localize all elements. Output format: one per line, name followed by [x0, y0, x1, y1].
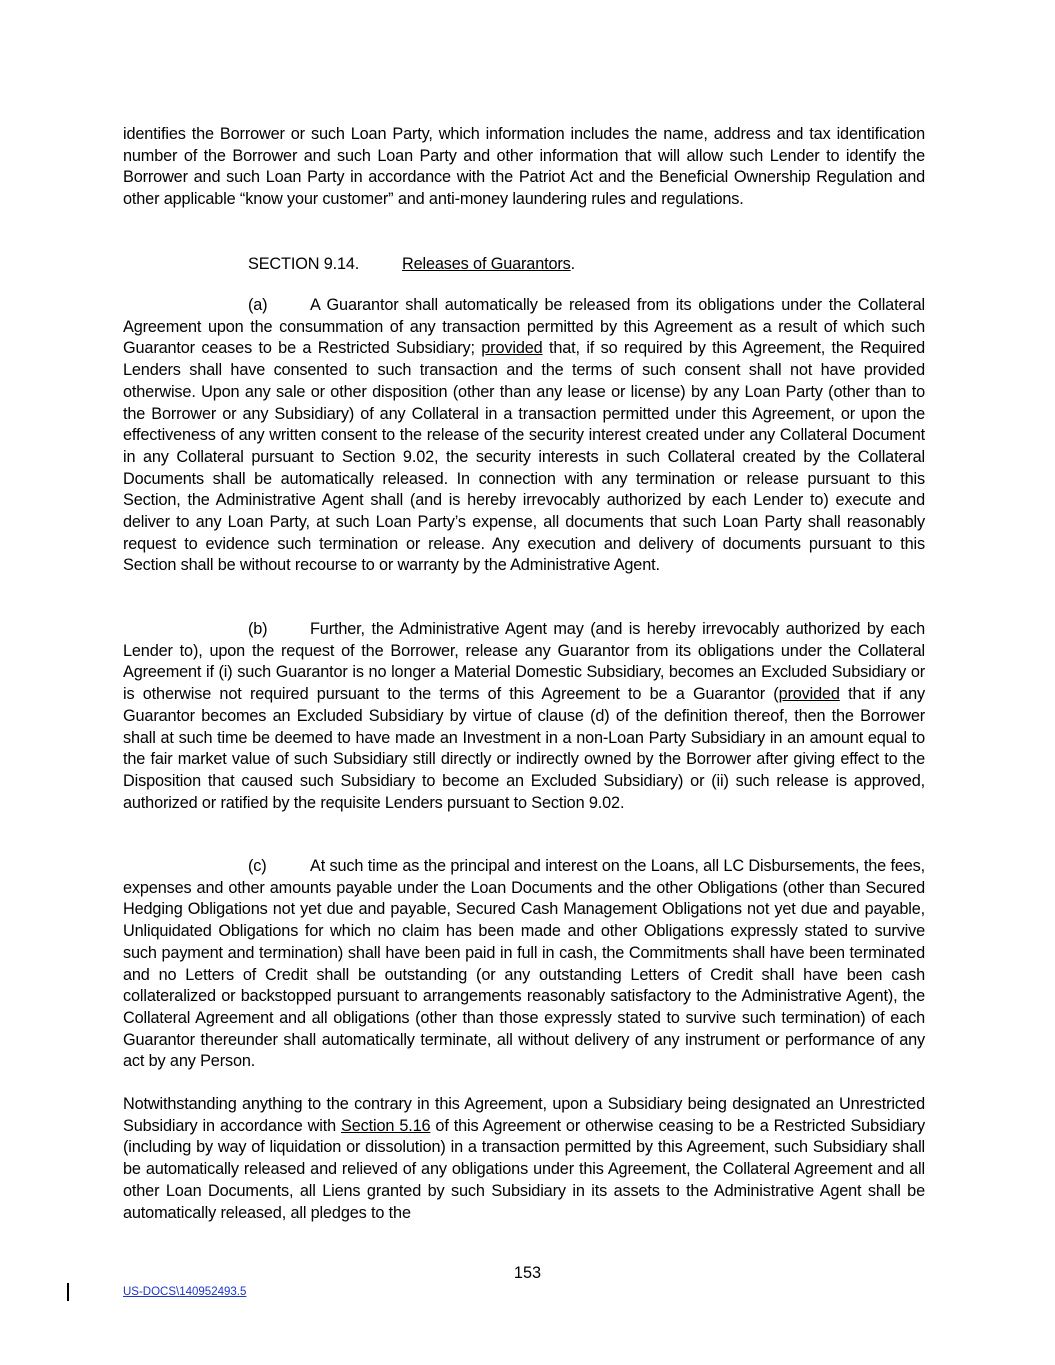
provided-term-b: provided [778, 685, 840, 704]
section-reference-link: Section 5.16 [341, 1116, 431, 1135]
paragraph-b-text-1: Further, the Administrative Agent may (and is hereby irrevocably authorized by each Lender to), upon the request of the Borrower, release any Guarantor from its obligations under the Collateral Agreement if (i) such Guarantor is no longer a Material Domestic Subsidiary, becomes an Excluded Subsidiary or is otherwise not required pursuant to the terms of this Agreement to be a Guarantor ( [123, 620, 925, 704]
paragraph-b-text-2: that if any Guarantor becomes an Excluded Subsidiary by virtue of clause (d) of the definition thereof, then the Borrower shall at such time be deemed to have made an Investment in a non-Loan Party Subsidiary in an amount equal to the fair market value of such Subsidiary still directly or indirectly owned by the Borrower after giving effect to the Disposition that caused such Subsidiary to become an Excluded Subsidiary) or (ii) such release is approved, authorized or ratified by the requisite Lenders pursuant to Section 9.02. [123, 685, 925, 812]
paragraph-a [123, 295, 925, 577]
paragraph-text: identifies the Borrower or such Loan Party, which information includes the name, address and tax identification number of the Borrower and such Loan Party and other information that will allow such Lender to identify the Borrower and such Loan Party in accordance with the Patriot Act and the Beneficial Ownership Regulation and other applicable “know your customer” and anti-money laundering rules and regulations. [123, 125, 925, 209]
paragraph-a-text-1: A Guarantor shall automatically be released from its obligations under the Collateral Agreement upon the consummation of any transaction permitted by this Agreement as a result of which such Guarantor ceases to be a Restricted Subsidiary; [123, 296, 925, 358]
clause-label-c: (c) [248, 857, 267, 875]
paragraph-d-text-1: Notwithstanding anything to the contrary in this Agreement, upon a Subsidiary being designated an Unrestricted Subsidiary in accordance with [123, 1095, 925, 1135]
clause-label-a: (a) [248, 296, 268, 314]
section-heading [248, 254, 575, 276]
page-number: 153 [513, 1264, 542, 1282]
document-id-link[interactable]: US-DOCS\140952493.5 [123, 1286, 247, 1298]
paragraph-c-text: At such time as the principal and interest on the Loans, all LC Disbursements, the fees, expenses and other amounts payable under the Loan Documents and the other Obligations (other than Secured Hedging Obligations not yet due and payable, Secured Cash Management Obligations not yet due and payable, Unliquidated Obligations for which no claim has been made and other Obligations expressly stated to survive such payment and termination) shall have been paid in full in cash, the Commitments shall have been terminated and no Letters of Credit shall be outstanding (or any outstanding Letters of Credit shall have been cash collateralized or backstopped pursuant to arrangements reasonably satisfactory to the Administrative Agent), the Collateral Agreement and all obligations (other than those expressly stated to survive such termination) of each Guarantor thereunder shall automatically terminate, all without delivery of any instrument or performance of any act by any Person. [123, 857, 925, 1071]
section-period: . [570, 255, 576, 273]
paragraph-c [123, 856, 925, 1073]
paragraph-b [123, 619, 925, 814]
paragraph-d-text-2: of this Agreement or otherwise ceasing to be a Restricted Subsidiary (including by way of liquidation or dissolution) in a transaction permitted by this Agreement, such Subsidiary shall be automatically released and relieved of any obligations under this Agreement, the Collateral Agreement and all other Loan Documents, all Liens granted by such Subsidiary in its assets to the Administrative Agent shall be automatically released, all pledges to the [123, 1116, 925, 1222]
provided-term-a: provided [481, 339, 543, 358]
clause-label-b: (b) [248, 620, 268, 638]
section-number: SECTION 9.14. [248, 255, 360, 273]
section-title: Releases of Guarantors [402, 255, 571, 273]
revision-change-bar [67, 1283, 69, 1301]
paragraph-continuation [123, 124, 925, 211]
paragraph-notwithstanding [123, 1094, 925, 1224]
paragraph-a-text-2: that, if so required by this Agreement, the Required Lenders shall have consented to such transaction and the terms of such consent shall not have provided otherwise. Upon any sale or other disposition (other than any lease or license) by any Loan Party (other than to the Borrower or any Subsidiary) of any Collateral in a transaction permitted under this Agreement, or upon the effectiveness of any written consent to the release of the security interest created under any Collateral Document in any Collateral pursuant to Section 9.02, the security interests in such Collateral created by the Collateral Documents shall be automatically released. In connection with any termination or release pursuant to this Section, the Administrative Agent shall (and is hereby irrevocably authorized by each Lender to) execute and deliver to any Loan Party, at such Loan Party’s expense, all documents that such Loan Party shall reasonably request to evidence such termination or release. Any execution and delivery of documents pursuant to this Section shall be without recourse to or warranty by the Administrative Agent. [123, 339, 926, 575]
